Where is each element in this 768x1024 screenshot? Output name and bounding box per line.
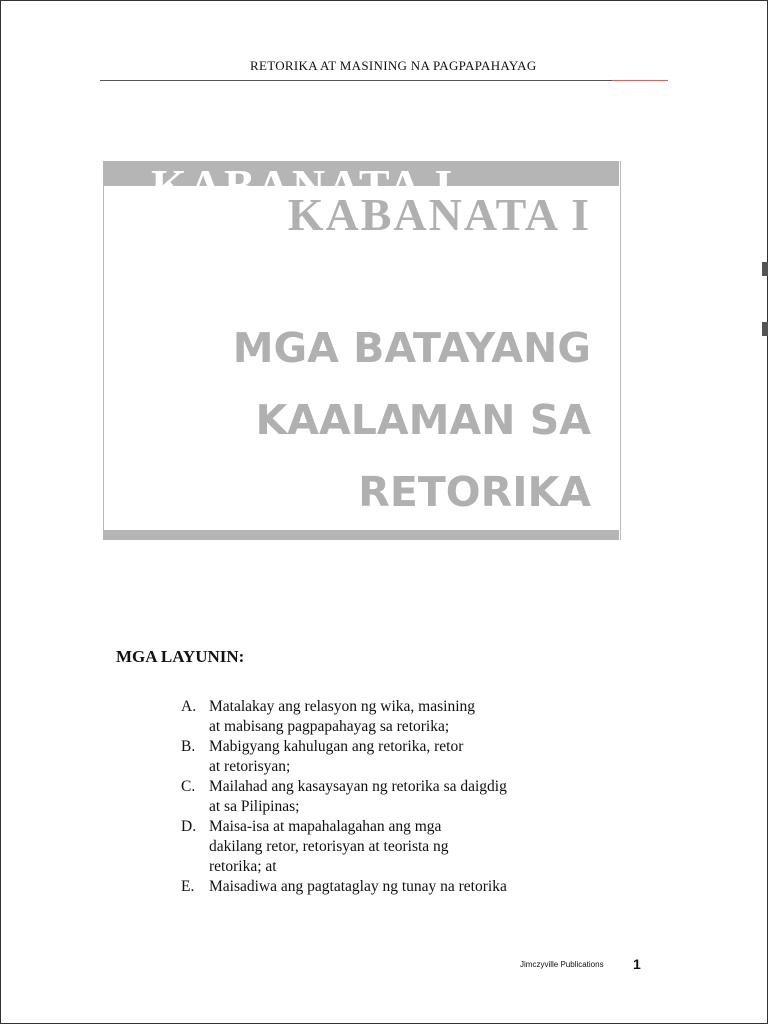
objective-line: at sa Pilipinas; xyxy=(209,798,300,815)
chapter-band-top xyxy=(103,160,619,211)
objective-letter: C. xyxy=(181,778,196,795)
objective-letter: D. xyxy=(181,818,197,835)
objective-item xyxy=(181,817,601,877)
objective-item xyxy=(181,877,601,897)
chapter-title-line: KAALAMAN SA xyxy=(255,396,591,444)
chapter-label: KABANATA I xyxy=(287,189,591,240)
objective-letter: E. xyxy=(181,878,195,895)
chapter-band-bottom xyxy=(103,530,619,540)
objectives-list xyxy=(181,697,601,895)
chapter-title-line: MGA BATAYANG xyxy=(232,324,591,372)
objective-line: Mabigyang kahulugan ang retorika, retor xyxy=(209,738,464,755)
objective-letter: A. xyxy=(181,698,197,715)
objective-line: at mabisang pagpapahayag sa retorika; xyxy=(209,718,450,735)
objective-line: Maisadiwa ang pagtataglay ng tunay na retorika xyxy=(209,878,507,895)
edge-mark xyxy=(762,262,768,276)
objective-item xyxy=(181,737,601,777)
objective-text xyxy=(209,777,601,817)
objective-line: Maisa-isa at mapahalagahan ang mga xyxy=(209,818,442,835)
objective-text xyxy=(209,817,601,877)
chapter-label-ghost: KABANATA I xyxy=(151,160,455,211)
page-number: 1 xyxy=(633,956,641,972)
footer-publisher: Jimczyville Publications xyxy=(520,960,604,969)
objective-item xyxy=(181,777,601,817)
running-header: RETORIKA AT MASINING NA PAGPAPAHAYAG xyxy=(250,58,537,73)
objective-text xyxy=(209,697,601,737)
chapter-title-line: RETORIKA xyxy=(358,468,591,516)
header-rule-accent xyxy=(612,80,668,81)
objective-letter: B. xyxy=(181,738,196,755)
edge-mark xyxy=(762,322,768,336)
objective-item xyxy=(181,697,601,737)
objectives-heading: MGA LAYUNIN: xyxy=(116,647,245,666)
objective-text xyxy=(209,737,601,777)
objective-text xyxy=(209,877,601,897)
objective-line: Matalakay ang relasyon ng wika, masining xyxy=(209,698,476,715)
objective-line: at retorisyan; xyxy=(209,758,291,775)
objective-line: dakilang retor, retorisyan at teorista ng xyxy=(209,838,449,855)
objective-line: Mailahad ang kasaysayan ng retorika sa daigdig xyxy=(209,778,507,795)
objective-line: retorika; at xyxy=(209,858,277,875)
header-rule xyxy=(100,80,668,81)
chapter-title xyxy=(233,312,591,528)
